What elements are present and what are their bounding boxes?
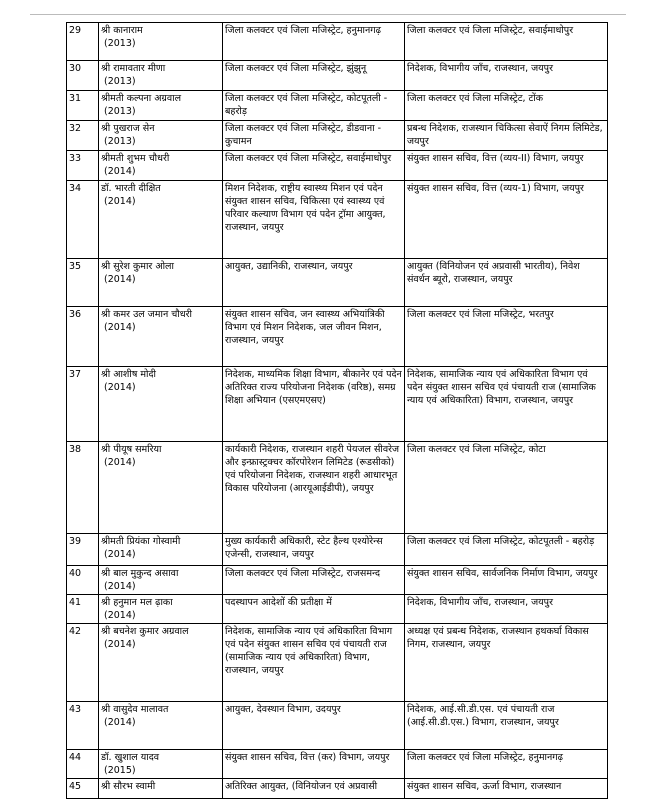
officer-name: श्री कमर उल जमान चौधरी — [101, 309, 192, 320]
batch-year: (2014) — [104, 549, 136, 560]
officer-name: श्रीमती कल्पना अग्रवाल — [101, 93, 182, 104]
serial-number: 43 — [67, 702, 99, 750]
new-posting: जिला कलक्टर एवं जिला मजिस्ट्रेट, टोंक — [405, 91, 608, 121]
table-row — [67, 61, 608, 91]
current-posting: जिला कलक्टर एवं जिला मजिस्ट्रेट, डीडवाना - कुचामन — [223, 121, 405, 151]
serial-number: 36 — [67, 307, 99, 367]
officer-cell — [99, 91, 223, 121]
new-posting: निदेशक, विभागीय जाँच, राजस्थान, जयपुर — [405, 61, 608, 91]
officer-cell — [99, 624, 223, 702]
table-row — [67, 566, 608, 595]
new-posting: निदेशक, विभागीय जाँच, राजस्थान, जयपुर — [405, 595, 608, 624]
batch-year: (2014) — [104, 382, 136, 393]
serial-number: 44 — [67, 750, 99, 779]
officer-cell — [99, 121, 223, 151]
batch-year: (2013) — [104, 106, 136, 117]
new-posting: संयुक्त शासन सचिव, सार्वजनिक निर्माण विभाग, जयपुर — [405, 566, 608, 595]
serial-number: 40 — [67, 566, 99, 595]
batch-year: (2014) — [104, 610, 136, 621]
batch-year: (2014) — [104, 639, 136, 650]
serial-number: 41 — [67, 595, 99, 624]
current-posting: संयुक्त शासन सचिव, वित्त (कर) विभाग, जयपुर — [223, 750, 405, 779]
new-posting: जिला कलक्टर एवं जिला मजिस्ट्रेट, कोटा — [405, 442, 608, 534]
new-posting: जिला कलक्टर एवं जिला मजिस्ट्रेट, भरतपुर — [405, 307, 608, 367]
table-row — [67, 23, 608, 61]
current-posting: जिला कलक्टर एवं जिला मजिस्ट्रेट, कोटपूतली - बहरोड़ — [223, 91, 405, 121]
current-posting: आयुक्त, देवस्थान विभाग, उदयपुर — [223, 702, 405, 750]
officer-name: श्री कानाराम — [101, 25, 143, 36]
serial-number: 34 — [67, 181, 99, 259]
batch-year: (2013) — [104, 76, 136, 87]
officer-name: श्री बचनेश कुमार अग्रवाल — [101, 626, 189, 637]
officer-cell — [99, 367, 223, 442]
officer-name: श्रीमती प्रियंका गोस्वामी — [101, 536, 181, 547]
officer-cell — [99, 181, 223, 259]
top-rule — [30, 14, 626, 15]
new-posting: संयुक्त शासन सचिव, वित्त (व्यय-II) विभाग, जयपुर — [405, 151, 608, 181]
batch-year: (2014) — [104, 457, 136, 468]
officer-name: श्री बाल मुकुन्द असावा — [101, 568, 179, 579]
new-posting: प्रबन्ध निदेशक, राजस्थान चिकित्सा सेवाऐं निगम लिमिटेड, जयपुर — [405, 121, 608, 151]
table-row — [67, 595, 608, 624]
officer-name: श्री सुरेश कुमार ओला — [101, 261, 174, 272]
officer-cell — [99, 566, 223, 595]
new-posting: जिला कलक्टर एवं जिला मजिस्ट्रेट, हनुमानगढ़ — [405, 750, 608, 779]
officer-cell — [99, 534, 223, 566]
officer-cell — [99, 23, 223, 61]
serial-number: 32 — [67, 121, 99, 151]
officer-cell — [99, 307, 223, 367]
current-posting: जिला कलक्टर एवं जिला मजिस्ट्रेट, झुंझुनू — [223, 61, 405, 91]
current-posting: पदस्थापन आदेशों की प्रतीक्षा में — [223, 595, 405, 624]
batch-year: (2014) — [104, 581, 136, 592]
new-posting: संयुक्त शासन सचिव, ऊर्जा विभाग, राजस्थान — [405, 779, 608, 799]
officer-name: श्री पीयूष समरिया — [101, 444, 162, 455]
table-row — [67, 779, 608, 799]
officer-name: श्रीमती शुभम चौधरी — [101, 153, 170, 164]
officer-name: डॉ. खुशाल यादव — [101, 752, 160, 763]
new-posting: संयुक्त शासन सचिव, वित्त (व्यय-1) विभाग, जयपुर — [405, 181, 608, 259]
current-posting: संयुक्त शासन सचिव, जन स्वास्थ्य अभियांत्रिकी विभाग एवं मिशन निदेशक, जल जीवन मिशन, राजस्थान, जयपुर — [223, 307, 405, 367]
new-posting: आयुक्त (विनियोजन एवं अप्रवासी भारतीय), निवेश संवर्धन ब्यूरो, राजस्थान, जयपुर — [405, 259, 608, 307]
officer-name: श्री हनुमान मल ढ़ाका — [101, 597, 173, 608]
current-posting: निदेशक, सामाजिक न्याय एवं अधिकारिता विभाग एवं पदेन संयुक्त शासन सचिव एवं पंचायती राज (सामाजिक न्याय एवं अधिकारिता) विभाग, राजस्थान, जयपुर — [223, 624, 405, 702]
serial-number: 33 — [67, 151, 99, 181]
current-posting: अतिरिक्त आयुक्त, (विनियोजन एवं अप्रवासी — [223, 779, 405, 799]
batch-year: (2013) — [104, 38, 136, 49]
officer-cell — [99, 779, 223, 799]
table-row — [67, 259, 608, 307]
batch-year: (2013) — [104, 136, 136, 147]
table-row — [67, 702, 608, 750]
table-row — [67, 624, 608, 702]
table-row — [67, 367, 608, 442]
officer-cell — [99, 750, 223, 779]
officer-name: श्री सौरभ स्वामी — [101, 781, 156, 792]
officer-name: श्री रामावतार मीणा — [101, 63, 166, 74]
new-posting: जिला कलक्टर एवं जिला मजिस्ट्रेट, सवाईमाधोपुर — [405, 23, 608, 61]
officer-cell — [99, 595, 223, 624]
serial-number: 37 — [67, 367, 99, 442]
officer-name: श्री पुखराज सेन — [101, 123, 155, 134]
table-row — [67, 307, 608, 367]
batch-year: (2014) — [104, 274, 136, 285]
officer-cell — [99, 259, 223, 307]
serial-number: 42 — [67, 624, 99, 702]
new-posting: निदेशक, सामाजिक न्याय एवं अधिकारिता विभाग एवं पदेन संयुक्त शासन सचिव एवं पंचायती राज (सामाजिक न्याय एवं अधिकारिता) विभाग, राजस्थान, जयपुर — [405, 367, 608, 442]
officer-name: श्री वासुदेव मालावत — [101, 704, 169, 715]
officer-cell — [99, 61, 223, 91]
officer-name: डॉ. भारती दीक्षित — [101, 183, 161, 194]
officer-cell — [99, 702, 223, 750]
table-row — [67, 151, 608, 181]
officer-cell — [99, 442, 223, 534]
new-posting: अध्यक्ष एवं प्रबन्ध निदेशक, राजस्थान हथकर्घा विकास निगम, राजस्थान, जयपुर — [405, 624, 608, 702]
current-posting: जिला कलक्टर एवं जिला मजिस्ट्रेट, सवाईमाधोपुर — [223, 151, 405, 181]
new-posting: जिला कलक्टर एवं जिला मजिस्ट्रेट, कोटपूतली - बहरोड़ — [405, 534, 608, 566]
officer-cell — [99, 151, 223, 181]
batch-year: (2014) — [104, 717, 136, 728]
new-posting: निदेशक, आई.सी.डी.एस. एवं पंचायती राज (आई.सी.डी.एस.) विभाग, राजस्थान, जयपुर — [405, 702, 608, 750]
serial-number: 39 — [67, 534, 99, 566]
batch-year: (2014) — [104, 196, 136, 207]
table-row — [67, 534, 608, 566]
current-posting: जिला कलक्टर एवं जिला मजिस्ट्रेट, हनुमानगढ़ — [223, 23, 405, 61]
current-posting: जिला कलक्टर एवं जिला मजिस्ट्रेट, राजसमन्द — [223, 566, 405, 595]
batch-year: (2014) — [104, 166, 136, 177]
current-posting: मुख्य कार्यकारी अधिकारी, स्टेट हैल्थ एश्योरेन्स एजेन्सी, राजस्थान, जयपुर — [223, 534, 405, 566]
officer-name: श्री आशीष मोदी — [101, 369, 156, 380]
table-row — [67, 442, 608, 534]
current-posting: आयुक्त, उद्यानिकी, राजस्थान, जयपुर — [223, 259, 405, 307]
table-row — [67, 121, 608, 151]
batch-year: (2015) — [104, 765, 136, 776]
table-row — [67, 750, 608, 779]
transfer-table-body — [67, 23, 608, 799]
table-row — [67, 91, 608, 121]
serial-number: 38 — [67, 442, 99, 534]
batch-year: (2014) — [104, 322, 136, 333]
serial-number: 30 — [67, 61, 99, 91]
serial-number: 35 — [67, 259, 99, 307]
table-row — [67, 181, 608, 259]
serial-number: 29 — [67, 23, 99, 61]
current-posting: कार्यकारी निदेशक, राजस्थान शहरी पेयजल सीवरेज और इन्फ्रास्ट्रक्चर कॉरपोरेशन लिमिटेड (रूडसीको) एवं परियोजना निदेशक, राजस्थान शहरी आधारभूत विकास परियोजना (आरयूआईडीपी), जयपुर — [223, 442, 405, 534]
current-posting: निदेशक, माध्यमिक शिक्षा विभाग, बीकानेर एवं पदेन अतिरिक्त राज्य परियोजना निदेशक (वरिष्ठ), समग्र शिक्षा अभियान (एसएमएसए) — [223, 367, 405, 442]
serial-number: 31 — [67, 91, 99, 121]
transfer-table — [66, 22, 608, 799]
serial-number: 45 — [67, 779, 99, 799]
current-posting: मिशन निदेशक, राष्ट्रीय स्वास्थ्य मिशन एवं पदेन संयुक्त शासन सचिव, चिकित्सा एवं स्वास्थ्य एवं परिवार कल्याण विभाग एवं पदेन ट्रॉमा आयुक्त, राजस्थान, जयपुर — [223, 181, 405, 259]
